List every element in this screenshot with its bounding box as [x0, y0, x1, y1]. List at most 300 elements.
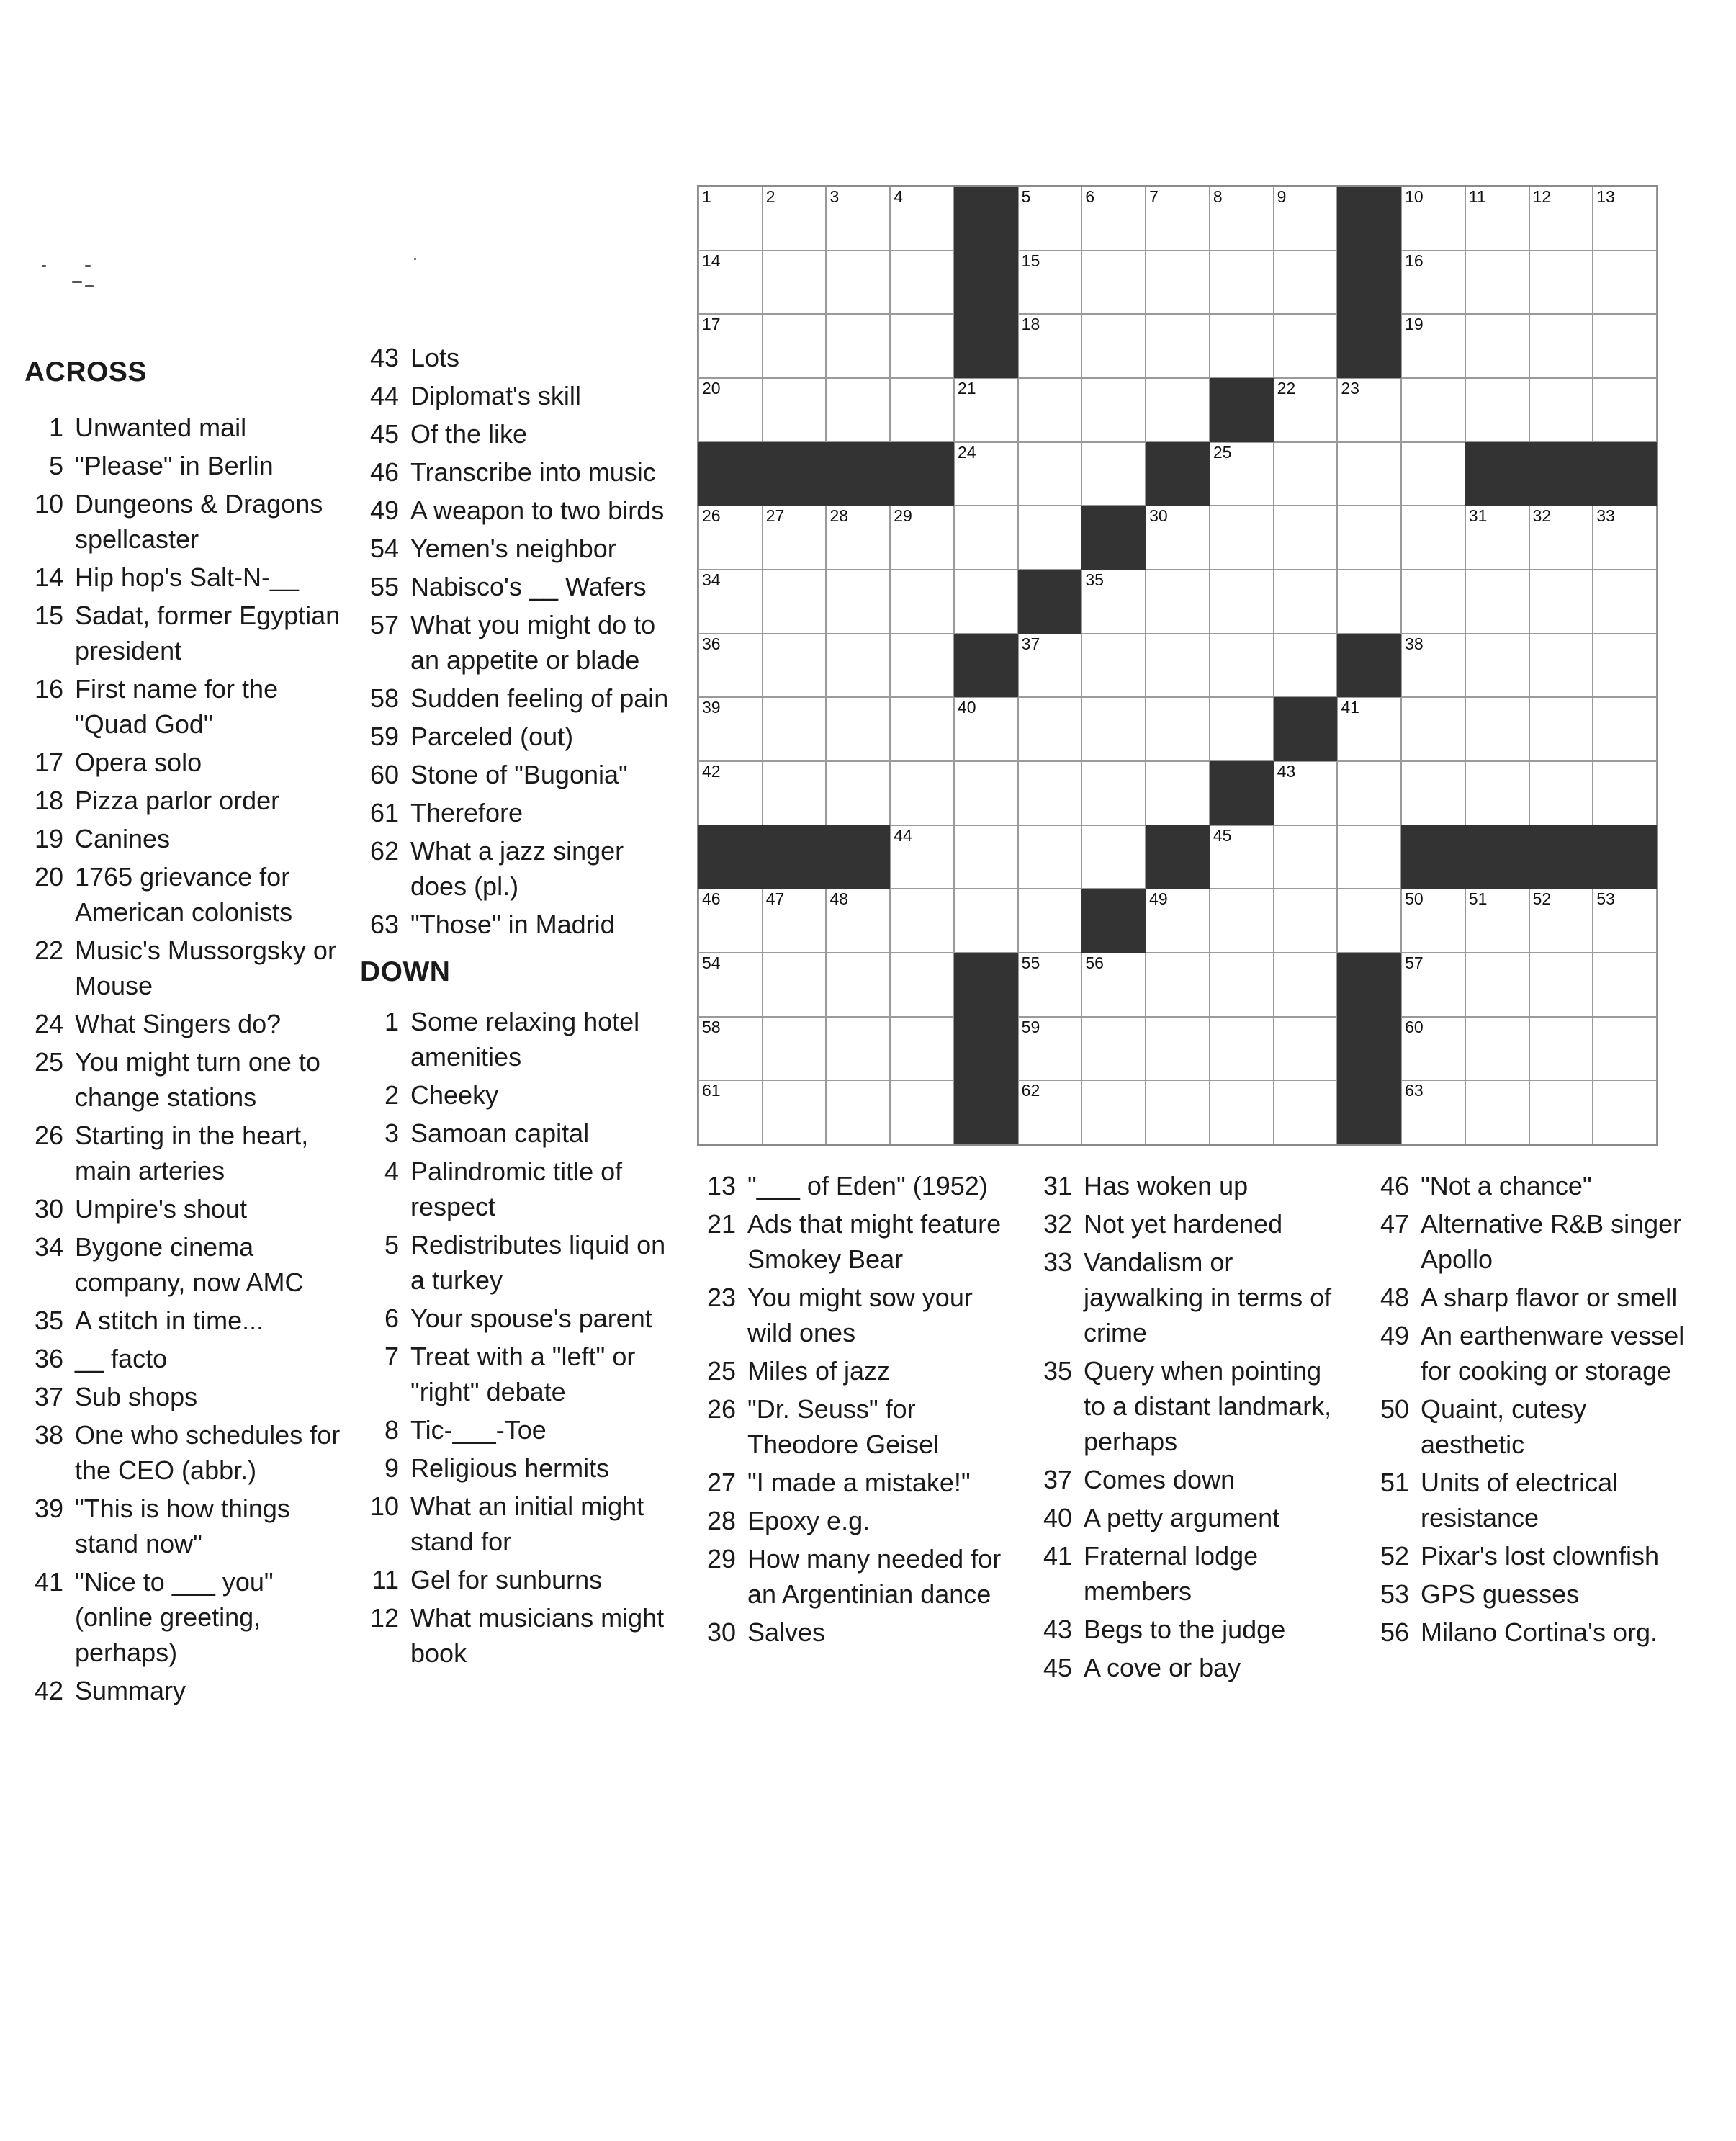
grid-cell[interactable] — [698, 1017, 763, 1081]
grid-cell[interactable] — [1018, 378, 1082, 442]
down-column-4 — [1370, 1168, 1687, 1653]
grid-cell[interactable] — [698, 953, 763, 1017]
grid-cell[interactable] — [763, 187, 827, 251]
grid-cell[interactable] — [1529, 634, 1593, 698]
grid-cell[interactable] — [1210, 953, 1274, 1017]
grid-cell[interactable] — [826, 570, 890, 634]
cell-number: 61 — [702, 1081, 721, 1100]
grid-cell[interactable] — [1146, 761, 1210, 825]
grid-cell[interactable] — [954, 889, 1018, 953]
grid-cell[interactable] — [1529, 314, 1593, 378]
grid-cell[interactable] — [1018, 314, 1082, 378]
grid-cell[interactable] — [1465, 251, 1529, 315]
grid-cell[interactable] — [1401, 251, 1465, 315]
grid-cell[interactable] — [1465, 697, 1529, 761]
clue-text: Of the like — [410, 419, 528, 449]
grid-cell[interactable] — [1210, 570, 1274, 634]
grid-cell[interactable] — [1465, 314, 1529, 378]
grid-cell[interactable] — [1529, 953, 1593, 1017]
grid-cell[interactable] — [1146, 1017, 1210, 1081]
clue-text: Query when pointing to a distant landmark, perhaps — [1084, 1356, 1332, 1456]
grid-cell[interactable] — [890, 378, 954, 442]
grid-cell[interactable] — [1529, 889, 1593, 953]
grid-cell[interactable] — [1274, 1017, 1338, 1081]
grid-cell[interactable] — [1018, 251, 1082, 315]
grid-cell[interactable] — [1529, 697, 1593, 761]
cell-number: 8 — [1213, 187, 1223, 206]
down-clue — [1370, 1280, 1687, 1315]
cell-number: 41 — [1341, 698, 1359, 717]
cell-number: 17 — [702, 315, 721, 334]
grid-cell[interactable] — [763, 1017, 827, 1081]
grid-cell[interactable] — [1401, 697, 1465, 761]
clue-text: Units of electrical resistance — [1421, 1468, 1619, 1532]
grid-cell[interactable] — [1210, 442, 1274, 506]
grid-cell[interactable] — [890, 1017, 954, 1081]
clue-text: __ facto — [75, 1344, 168, 1373]
grid-cell[interactable] — [1210, 1017, 1274, 1081]
grid-cell[interactable] — [1081, 1017, 1146, 1081]
grid-cell[interactable] — [890, 953, 954, 1017]
grid-cell[interactable] — [890, 825, 954, 889]
grid-cell[interactable] — [954, 378, 1018, 442]
grid-cell[interactable] — [826, 953, 890, 1017]
clue-number: 45 — [1043, 1653, 1072, 1682]
down-clue — [697, 1168, 1014, 1203]
across-clue — [360, 416, 677, 452]
grid-cell[interactable] — [1018, 1080, 1082, 1144]
cell-number: 20 — [702, 378, 721, 398]
grid-cell[interactable] — [1401, 889, 1465, 953]
across-clue — [360, 833, 677, 904]
grid-cell[interactable] — [1081, 442, 1146, 506]
grid-cell[interactable] — [826, 378, 890, 442]
grid-cell[interactable] — [1593, 570, 1657, 634]
cell-number: 47 — [765, 889, 785, 909]
across-clue — [360, 795, 677, 830]
grid-cell[interactable] — [1081, 697, 1146, 761]
grid-cell[interactable] — [826, 1080, 890, 1144]
clue-number: 33 — [1043, 1247, 1072, 1277]
grid-block — [954, 953, 1018, 1017]
down-clue — [697, 1541, 1014, 1612]
grid-cell[interactable] — [1018, 1017, 1082, 1081]
grid-cell[interactable] — [1593, 251, 1657, 315]
grid-cell[interactable] — [1529, 1017, 1593, 1081]
grid-cell[interactable] — [1018, 442, 1082, 506]
cell-number: 42 — [702, 761, 721, 781]
across-clue — [360, 569, 677, 604]
grid-cell[interactable] — [698, 570, 763, 634]
grid-cell[interactable] — [763, 634, 827, 698]
grid-cell[interactable] — [1146, 1080, 1210, 1144]
cell-number: 10 — [1405, 187, 1424, 206]
grid-cell[interactable] — [763, 1080, 827, 1144]
grid-cell[interactable] — [1529, 570, 1593, 634]
clue-text: "I made a mistake!" — [747, 1468, 971, 1497]
down-clue — [697, 1206, 1014, 1277]
grid-cell[interactable] — [1018, 506, 1082, 570]
clue-text: Alternative R&B singer Apollo — [1421, 1209, 1682, 1274]
grid-cell[interactable] — [763, 697, 827, 761]
grid-cell[interactable] — [1081, 825, 1146, 889]
grid-cell[interactable] — [1401, 570, 1465, 634]
grid-cell[interactable] — [890, 697, 954, 761]
across-clue — [360, 378, 677, 413]
grid-cell[interactable] — [1081, 251, 1146, 315]
grid-cell[interactable] — [1465, 506, 1529, 570]
grid-cell[interactable] — [1529, 506, 1593, 570]
down-clue — [360, 1600, 677, 1671]
clue-number: 16 — [34, 674, 63, 704]
grid-cell[interactable] — [1274, 761, 1338, 825]
grid-cell[interactable] — [1018, 825, 1082, 889]
cell-number: 63 — [1405, 1081, 1424, 1100]
grid-cell[interactable] — [1274, 378, 1338, 442]
across-clue — [360, 719, 677, 754]
cell-number: 22 — [1277, 378, 1296, 398]
grid-cell[interactable] — [1146, 953, 1210, 1017]
clue-text: "Please" in Berlin — [75, 451, 274, 480]
grid-cell[interactable] — [1593, 634, 1657, 698]
grid-block — [954, 314, 1018, 378]
clue-number: 7 — [384, 1342, 399, 1371]
grid-cell[interactable] — [1593, 889, 1657, 953]
grid-cell[interactable] — [1465, 953, 1529, 1017]
grid-cell[interactable] — [826, 506, 890, 570]
grid-cell[interactable] — [826, 761, 890, 825]
down-clue — [697, 1503, 1014, 1538]
grid-cell[interactable] — [1529, 187, 1593, 251]
grid-cell[interactable] — [1210, 506, 1274, 570]
clue-number: 57 — [369, 610, 399, 639]
down-clue — [1370, 1391, 1687, 1462]
grid-cell[interactable] — [1401, 953, 1465, 1017]
grid-cell[interactable] — [890, 1080, 954, 1144]
grid-cell[interactable] — [890, 761, 954, 825]
grid-cell[interactable] — [1210, 314, 1274, 378]
clue-number: 21 — [706, 1209, 736, 1239]
down-clue — [1370, 1615, 1687, 1650]
grid-cell[interactable] — [1274, 953, 1338, 1017]
clue-text: Canines — [75, 824, 171, 853]
clue-number: 50 — [1380, 1394, 1409, 1424]
clue-text: What you might do to an appetite or blade — [410, 610, 656, 675]
across-clue — [24, 1006, 348, 1041]
across-clue — [24, 1118, 348, 1188]
grid-cell[interactable] — [1146, 378, 1210, 442]
grid-cell[interactable] — [954, 761, 1018, 825]
grid-cell[interactable] — [763, 506, 827, 570]
grid-cell[interactable] — [698, 506, 763, 570]
grid-cell[interactable] — [1593, 378, 1657, 442]
grid-cell[interactable] — [1210, 251, 1274, 315]
grid-cell[interactable] — [1593, 1080, 1657, 1144]
grid-cell[interactable] — [1081, 378, 1146, 442]
clue-text: Pixar's lost clownfish — [1421, 1541, 1659, 1571]
grid-cell[interactable] — [1401, 187, 1465, 251]
grid-cell[interactable] — [1401, 378, 1465, 442]
grid-cell[interactable] — [1146, 251, 1210, 315]
grid-cell[interactable] — [763, 761, 827, 825]
grid-cell[interactable] — [890, 889, 954, 953]
clue-text: "Not a chance" — [1421, 1171, 1592, 1200]
grid-cell[interactable] — [890, 570, 954, 634]
grid-cell[interactable] — [1401, 314, 1465, 378]
grid-cell[interactable] — [763, 953, 827, 1017]
grid-cell[interactable] — [1593, 506, 1657, 570]
grid-cell[interactable] — [1465, 570, 1529, 634]
grid-cell[interactable] — [1401, 761, 1465, 825]
down-clue — [360, 1562, 677, 1597]
grid-cell[interactable] — [1081, 314, 1146, 378]
down-clue — [1370, 1206, 1687, 1277]
clue-text: First name for the "Quad God" — [75, 674, 279, 739]
grid-cell[interactable] — [1465, 634, 1529, 698]
grid-cell[interactable] — [763, 251, 827, 315]
grid-cell[interactable] — [1018, 953, 1082, 1017]
grid-cell[interactable] — [1274, 570, 1338, 634]
grid-cell[interactable] — [1401, 442, 1465, 506]
grid-cell[interactable] — [826, 889, 890, 953]
clue-text: Has woken up — [1084, 1171, 1249, 1200]
across-clue — [24, 486, 348, 557]
grid-cell[interactable] — [763, 378, 827, 442]
grid-cell[interactable] — [698, 761, 763, 825]
clue-text: An earthenware vessel for cooking or storage — [1421, 1321, 1685, 1386]
down-clue — [360, 1077, 677, 1113]
grid-cell[interactable] — [763, 889, 827, 953]
grid-cell[interactable] — [1274, 251, 1338, 315]
clue-number: 19 — [34, 824, 63, 853]
grid-cell[interactable] — [890, 634, 954, 698]
grid-block — [1593, 442, 1657, 506]
grid-cell[interactable] — [826, 314, 890, 378]
down-clue — [1370, 1318, 1687, 1388]
clue-text: Unwanted mail — [75, 413, 247, 442]
grid-cell[interactable] — [1018, 187, 1082, 251]
grid-cell[interactable] — [698, 251, 763, 315]
grid-cell[interactable] — [1529, 1080, 1593, 1144]
grid-cell[interactable] — [1593, 314, 1657, 378]
grid-cell[interactable] — [1337, 697, 1401, 761]
grid-cell[interactable] — [1465, 889, 1529, 953]
grid-cell[interactable] — [1337, 442, 1401, 506]
clue-text: Some relaxing hotel amenities — [410, 1007, 640, 1072]
grid-block — [1210, 378, 1274, 442]
clue-number: 27 — [706, 1468, 736, 1497]
clue-number: 22 — [34, 935, 63, 965]
grid-block — [1081, 506, 1146, 570]
clue-number: 56 — [1380, 1617, 1409, 1647]
grid-cell[interactable] — [698, 378, 763, 442]
grid-cell[interactable] — [954, 442, 1018, 506]
grid-cell[interactable] — [1401, 634, 1465, 698]
grid-cell[interactable] — [1210, 697, 1274, 761]
grid-cell[interactable] — [1210, 825, 1274, 889]
grid-cell[interactable] — [1081, 187, 1146, 251]
grid-cell[interactable] — [954, 697, 1018, 761]
grid-cell[interactable] — [1081, 1080, 1146, 1144]
grid-cell[interactable] — [1274, 634, 1338, 698]
grid-cell[interactable] — [1593, 761, 1657, 825]
grid-cell[interactable] — [1274, 314, 1338, 378]
grid-cell[interactable] — [1593, 1017, 1657, 1081]
across-clue — [24, 1491, 348, 1561]
grid-cell[interactable] — [1465, 187, 1529, 251]
cell-number: 52 — [1532, 889, 1552, 909]
grid-cell[interactable] — [1146, 506, 1210, 570]
grid-cell[interactable] — [826, 251, 890, 315]
clue-text: Not yet hardened — [1084, 1209, 1283, 1239]
clue-text: Begs to the judge — [1084, 1615, 1286, 1644]
grid-cell[interactable] — [1337, 825, 1401, 889]
clue-number: 37 — [34, 1382, 63, 1411]
grid-cell[interactable] — [1337, 506, 1401, 570]
cell-number: 12 — [1532, 187, 1552, 206]
clue-text: Comes down — [1084, 1465, 1236, 1494]
across-clue — [360, 531, 677, 566]
grid-cell[interactable] — [1274, 187, 1338, 251]
grid-cell[interactable] — [1465, 1080, 1529, 1144]
grid-cell[interactable] — [1337, 761, 1401, 825]
clue-number: 59 — [369, 722, 399, 751]
grid-cell[interactable] — [954, 506, 1018, 570]
grid-cell[interactable] — [954, 825, 1018, 889]
clue-number: 45 — [369, 419, 399, 449]
clue-number: 28 — [706, 1506, 736, 1535]
cell-number: 59 — [1021, 1017, 1040, 1036]
grid-cell[interactable] — [1210, 634, 1274, 698]
grid-cell[interactable] — [890, 506, 954, 570]
grid-cell[interactable] — [698, 634, 763, 698]
clue-text: 1765 grievance for American colonists — [75, 862, 293, 927]
clue-number: 18 — [34, 786, 63, 815]
grid-cell[interactable] — [1529, 378, 1593, 442]
grid-cell[interactable] — [1081, 953, 1146, 1017]
clue-number: 25 — [34, 1047, 63, 1077]
clue-number: 26 — [34, 1121, 63, 1150]
clue-number: 35 — [34, 1306, 63, 1335]
clue-text: Fraternal lodge members — [1084, 1541, 1259, 1606]
cell-number: 26 — [702, 506, 721, 526]
grid-cell[interactable] — [1018, 634, 1082, 698]
grid-cell[interactable] — [1529, 251, 1593, 315]
grid-block — [954, 187, 1018, 251]
down-clue — [360, 1489, 677, 1559]
grid-cell[interactable] — [826, 187, 890, 251]
clue-number: 17 — [34, 748, 63, 777]
grid-cell[interactable] — [1529, 761, 1593, 825]
grid-cell[interactable] — [1274, 1080, 1338, 1144]
grid-cell[interactable] — [1401, 506, 1465, 570]
grid-cell[interactable] — [954, 570, 1018, 634]
down-clue — [1033, 1244, 1350, 1350]
grid-cell[interactable] — [1274, 442, 1338, 506]
grid-cell[interactable] — [1274, 889, 1338, 953]
grid-cell[interactable] — [1465, 378, 1529, 442]
grid-cell[interactable] — [1465, 1017, 1529, 1081]
grid-cell[interactable] — [826, 1017, 890, 1081]
clue-number: 38 — [34, 1420, 63, 1450]
grid-cell[interactable] — [1337, 570, 1401, 634]
clue-text: Hip hop's Salt-N-__ — [75, 562, 300, 592]
grid-cell[interactable] — [1081, 634, 1146, 698]
grid-block — [1081, 889, 1146, 953]
across-clue — [24, 1044, 348, 1115]
grid-cell[interactable] — [1593, 187, 1657, 251]
grid-cell[interactable] — [1081, 761, 1146, 825]
grid-cell[interactable] — [1465, 761, 1529, 825]
grid-cell[interactable] — [698, 314, 763, 378]
grid-cell[interactable] — [1146, 697, 1210, 761]
grid-cell[interactable] — [1337, 889, 1401, 953]
down-clue — [1033, 1650, 1350, 1685]
clue-text: GPS guesses — [1421, 1579, 1580, 1609]
grid-cell[interactable] — [1210, 1080, 1274, 1144]
grid-cell[interactable] — [1146, 314, 1210, 378]
grid-cell[interactable] — [890, 314, 954, 378]
grid-cell[interactable] — [1146, 187, 1210, 251]
across-clue — [24, 933, 348, 1003]
grid-cell[interactable] — [1146, 570, 1210, 634]
grid-cell[interactable] — [1018, 697, 1082, 761]
grid-cell[interactable] — [698, 187, 763, 251]
grid-cell[interactable] — [1593, 953, 1657, 1017]
grid-cell[interactable] — [1081, 570, 1146, 634]
grid-cell[interactable] — [1274, 825, 1338, 889]
grid-cell[interactable] — [1274, 506, 1338, 570]
cell-number: 37 — [1021, 634, 1040, 653]
clue-text: Religious hermits — [410, 1453, 610, 1483]
clue-number: 51 — [1380, 1468, 1409, 1497]
grid-cell[interactable] — [890, 251, 954, 315]
clue-number: 40 — [1043, 1503, 1072, 1532]
grid-cell[interactable] — [698, 889, 763, 953]
grid-cell[interactable] — [698, 697, 763, 761]
grid-cell[interactable] — [1337, 378, 1401, 442]
grid-cell[interactable] — [1146, 634, 1210, 698]
grid-block — [1529, 442, 1593, 506]
clue-number: 35 — [1043, 1356, 1072, 1386]
grid-cell[interactable] — [826, 634, 890, 698]
grid-cell[interactable] — [1593, 697, 1657, 761]
across-clue — [24, 783, 348, 818]
grid-cell[interactable] — [763, 570, 827, 634]
grid-cell[interactable] — [698, 1080, 763, 1144]
grid-cell[interactable] — [763, 314, 827, 378]
clue-number: 58 — [369, 683, 399, 713]
across-clue — [360, 340, 677, 375]
grid-cell[interactable] — [1401, 1080, 1465, 1144]
clue-text: Miles of jazz — [747, 1356, 891, 1386]
grid-cell[interactable] — [1146, 889, 1210, 953]
clue-number: 20 — [34, 862, 63, 892]
grid-cell[interactable] — [1018, 889, 1082, 953]
clue-number: 55 — [369, 572, 399, 601]
clue-number: 60 — [369, 760, 399, 789]
grid-cell[interactable] — [1018, 761, 1082, 825]
clue-text: "Dr. Seuss" for Theodore Geisel — [747, 1394, 940, 1459]
grid-cell[interactable] — [890, 187, 954, 251]
cell-number: 23 — [1341, 378, 1359, 398]
grid-cell[interactable] — [1210, 187, 1274, 251]
grid-cell[interactable] — [1401, 1017, 1465, 1081]
grid-cell[interactable] — [1210, 889, 1274, 953]
grid-cell[interactable] — [826, 697, 890, 761]
grid-block — [1465, 825, 1529, 889]
clue-text: Gel for sunburns — [410, 1565, 603, 1594]
